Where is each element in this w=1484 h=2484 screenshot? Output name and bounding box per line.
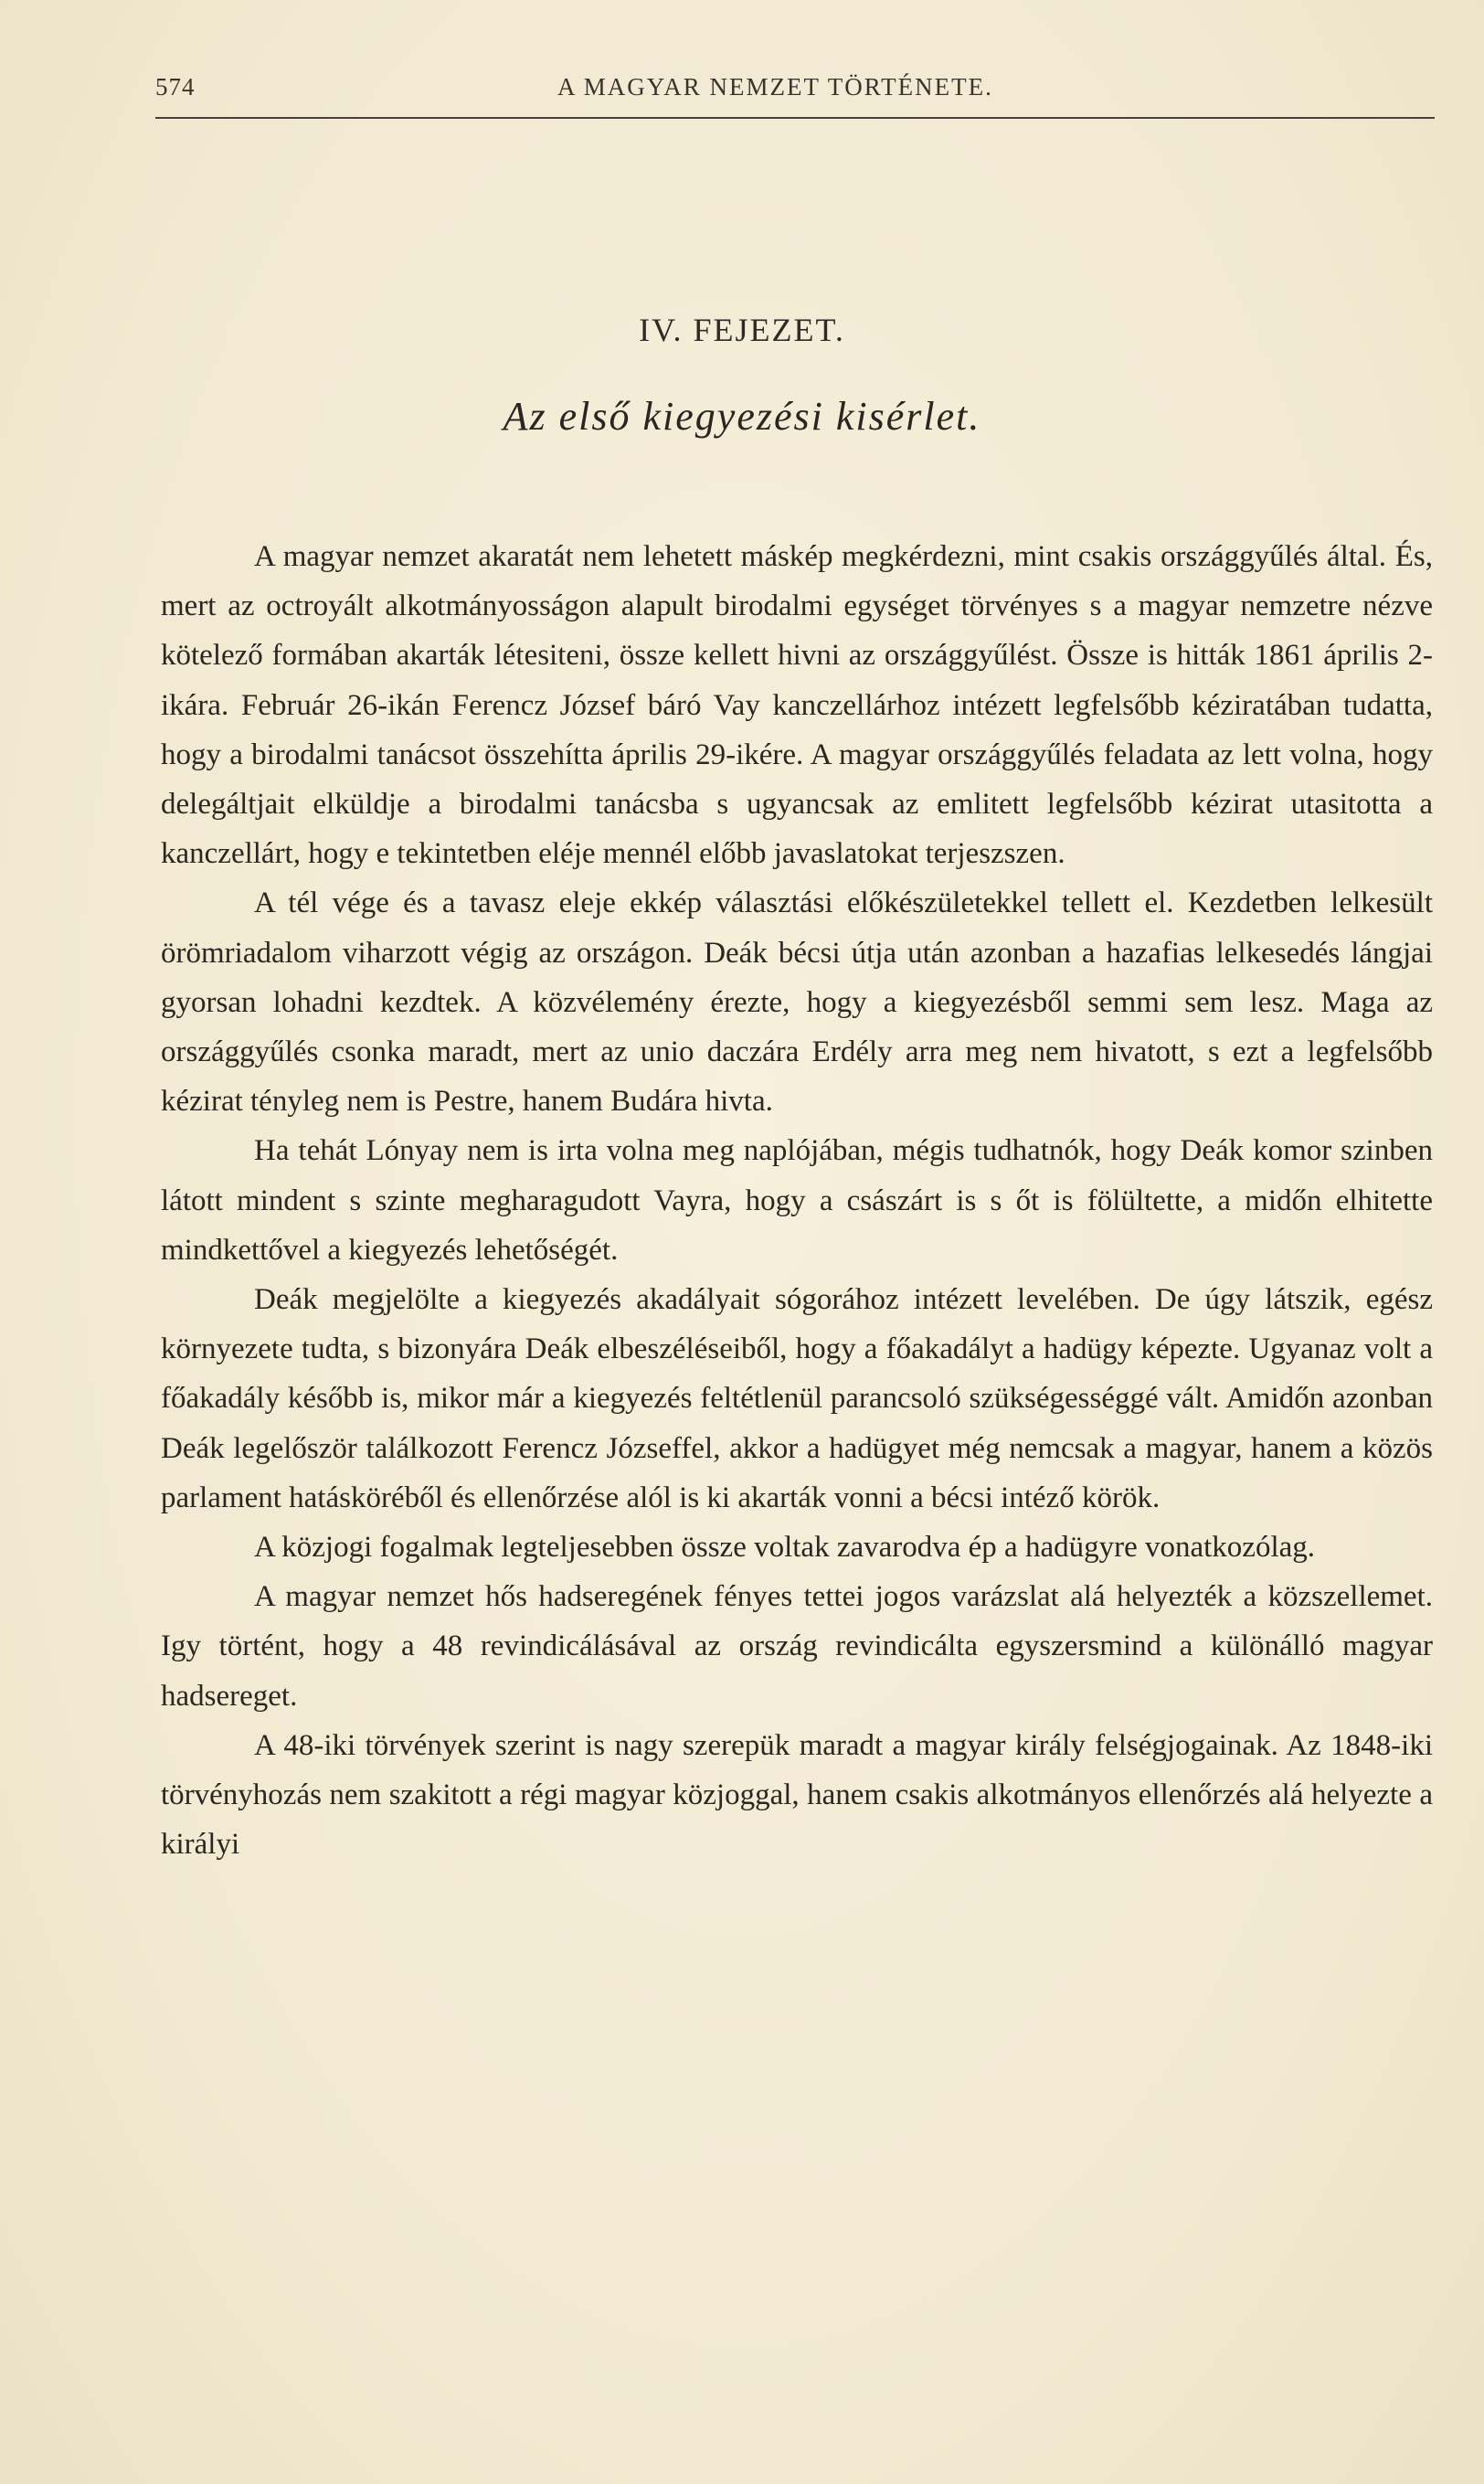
- chapter-label: IV. FEJEZET.: [639, 312, 845, 348]
- chapter-title: Az első kiegyezési kisérlet.: [503, 394, 981, 439]
- running-header: [155, 73, 1435, 110]
- paragraph-2: A tél vége és a tavasz eleje ekkép választási előkészületekkel tellett el. Kezdetben lelkesült örömriadalom viharzott végig az országon. Deák bécsi útja után azonban a hazafias lelkesedés lángjai gyorsan lohadni kezdtek. A közvélemény érezte, hogy a kiegyezésből semmi sem lesz. Maga az országgyűlés csonka maradt, mert az unio daczára Erdély arra meg nem hivatott, s ezt a legfelsőbb kézirat tényleg nem is Pestre, hanem Budára hivta.: [161, 886, 1433, 1119]
- paragraph-3: Ha tehát Lónyay nem is irta volna meg naplójában, mégis tudhatnók, hogy Deák komor szinben látott mindent s szinte megharagudott Vayra, hogy a császárt is s őt is fölültette, a midőn elhitette mindkettővel a kiegyezés lehetőségét.: [161, 1134, 1433, 1267]
- paragraph-7: A 48-iki törvények szerint is nagy szerepük maradt a magyar király felségjogainak. Az 1848-iki törvényhozás nem szakitott a régi magyar közjoggal, hanem csakis alkotmányos ellenőrzés alá helyezte a királyi: [161, 1728, 1433, 1862]
- paragraph-6: A magyar nemzet hős hadseregének fényes tettei jogos varázslat alá helyezték a közszellemet. Igy történt, hogy a 48 revindicálásával az ország revindicálta egyszersmind a különálló magyar hadsereget.: [161, 1580, 1433, 1713]
- running-title: A MAGYAR NEMZET TÖRTÉNETE.: [557, 73, 993, 101]
- page-number: 574: [155, 73, 196, 101]
- body-text: [161, 532, 1433, 1869]
- paragraph-1: A magyar nemzet akaratát nem lehetett máskép megkérdezni, mint csakis országgyűlés által. És, mert az octroyált alkotmányosságon alapult birodalmi egységet törvényes s a magyar nemzetre nézve kötelező formában akarták létesiteni, össze kellett hivni az országgyűlést. Össze is hitták 1861 április 2-ikára. Február 26-ikán Ferencz József báró Vay kanczellárhoz intézett legfelsőbb kéziratában tudatta, hogy a birodalmi tanácsot összehítta április 29-ikére. A magyar országgyűlés feladata az lett volna, hogy delegáltjait elküldje a birodalmi tanácsba s ugyancsak az emlitett legfelsőbb kézirat utasitotta a kanczellárt, hogy e tekintetben eléje mennél előbb javaslatokat terjeszszen.: [161, 540, 1433, 871]
- header-rule: [155, 117, 1435, 119]
- paragraph-5: A közjogi fogalmak legteljesebben össze voltak zavarodva ép a hadügyre vonatkozólag.: [254, 1531, 1316, 1565]
- paragraph-4: Deák megjelölte a kiegyezés akadályait sógorához intézett levelében. De úgy látszik, egész környezete tudta, s bizonyára Deák elbeszéléseiből, hogy a főakadályt a hadügy képezte. Ugyanaz volt a főakadály később is, mikor már a kiegyezés feltétlenül parancsoló szükségességgé vált. Amidőn azonban Deák legelőször találkozott Ferencz Józseffel, akkor a hadügyet még nemcsak a magyar, hanem a közös parlament hatásköréből és ellenőrzése alól is ki akarták vonni a bécsi intéző körök.: [161, 1283, 1433, 1514]
